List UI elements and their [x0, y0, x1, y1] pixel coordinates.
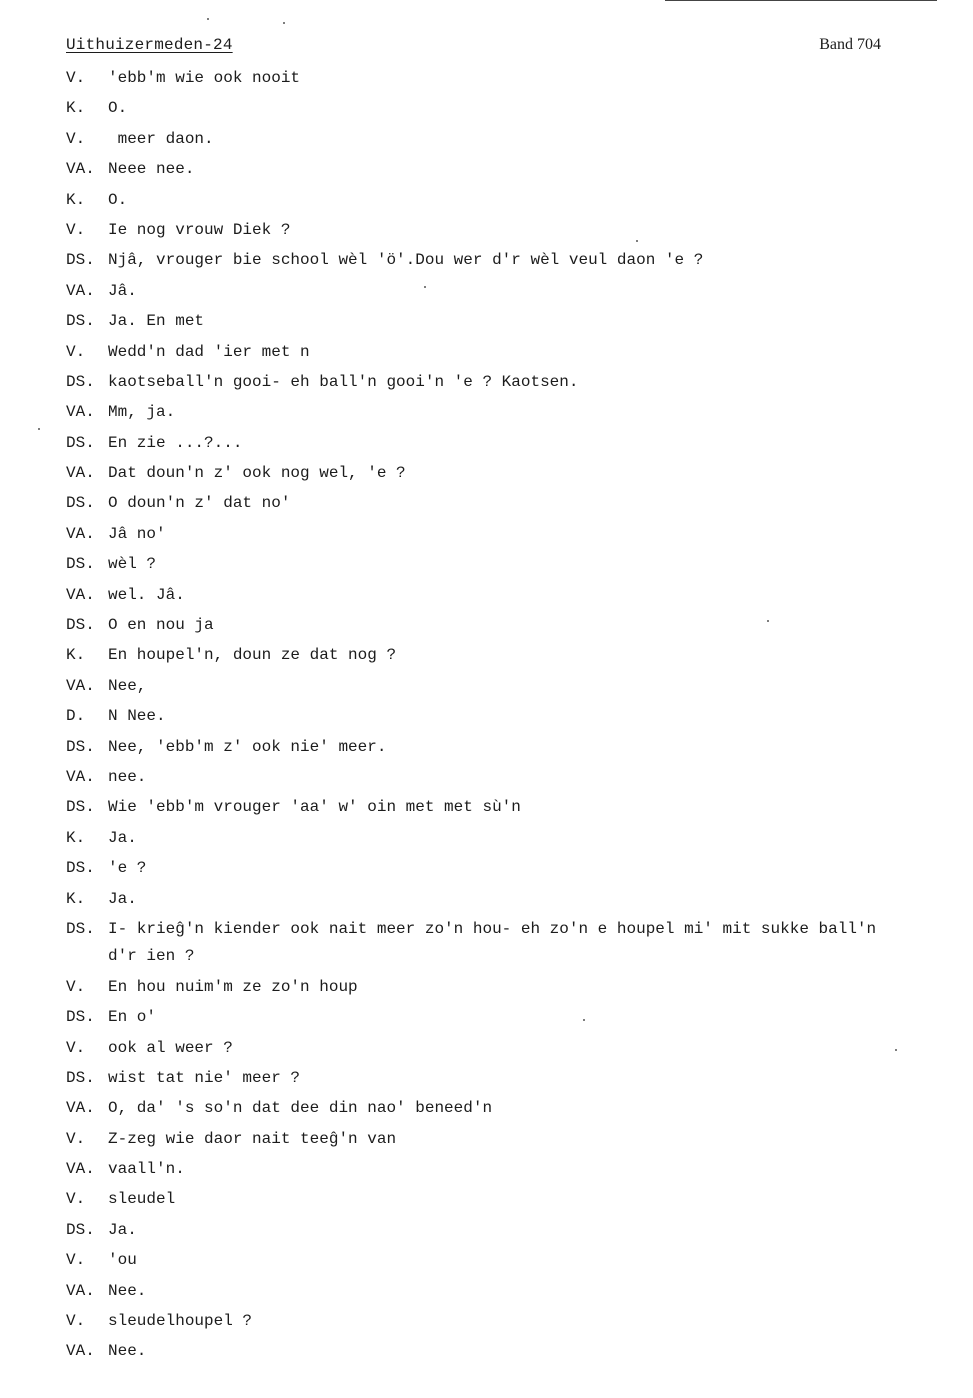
scan-speck: [636, 240, 638, 242]
scan-speck: [283, 22, 285, 24]
speaker-label: V.: [66, 342, 86, 361]
transcript-line: [66, 583, 966, 613]
transcript-line: [66, 856, 966, 886]
scan-speck: [38, 428, 40, 430]
utterance-text: O en nou ja: [108, 616, 214, 635]
utterance-text: Ja.: [108, 889, 137, 908]
utterance-text: wel. Jâ.: [108, 585, 185, 604]
speaker-label: V.: [66, 220, 86, 239]
utterance-text: Nee,: [108, 676, 147, 695]
utterance-text: wèl ?: [108, 555, 157, 574]
speaker-label: V.: [66, 1251, 86, 1270]
speaker-label: DS.: [66, 433, 95, 452]
speaker-label: DS.: [66, 1008, 95, 1027]
speaker-label: DS.: [66, 1220, 95, 1239]
scan-speck: [424, 286, 426, 288]
speaker-label: DS.: [66, 616, 95, 635]
speaker-label: V.: [66, 977, 86, 996]
place-title: Uithuizermeden-24: [66, 36, 233, 54]
transcript-line: [66, 944, 966, 974]
speaker-label: VA.: [66, 1281, 95, 1300]
utterance-text: Nee, 'ebb'm z' ook nie' meer.: [108, 737, 387, 756]
transcript-line: [66, 400, 966, 430]
transcript-line: [66, 157, 966, 187]
speaker-label: K.: [66, 889, 86, 908]
utterance-text: Jâ.: [108, 281, 137, 300]
transcript-line: [66, 552, 966, 582]
utterance-text: Wedd'n dad 'ier met n: [108, 342, 310, 361]
speaker-label: K.: [66, 99, 86, 118]
transcript-line: [66, 491, 966, 521]
transcript-line: [66, 522, 966, 552]
speaker-label: DS.: [66, 798, 95, 817]
utterance-text: Ja.: [108, 828, 137, 847]
utterance-text: Jâ no': [108, 524, 166, 543]
utterance-text: En houpel'n, doun ze dat nog ?: [108, 646, 397, 665]
transcript-line: [66, 1309, 966, 1339]
transcript-line: [66, 795, 966, 825]
speaker-label: VA.: [66, 676, 95, 695]
speaker-label: V.: [66, 129, 86, 148]
utterance-text: Dat doun'n z' ook nog wel, 'e ?: [108, 464, 406, 483]
utterance-text: En hou nuim'm ze zo'n houp: [108, 977, 358, 996]
utterance-text: Neee nee.: [108, 160, 195, 179]
transcript: [66, 66, 966, 1370]
transcript-line: [66, 735, 966, 765]
speaker-label: V.: [66, 1129, 86, 1148]
transcript-line: [66, 1036, 966, 1066]
utterance-text: Wie 'ebb'm vrouger 'aa' w' oin met met sù'n: [108, 798, 521, 817]
transcript-line: [66, 340, 966, 370]
transcript-line: [66, 431, 966, 461]
utterance-text: O, da' 's so'n dat dee din nao' beneed'n: [108, 1099, 493, 1118]
transcript-line: [66, 765, 966, 795]
utterance-text: 'ebb'm wie ook nooit: [108, 69, 301, 87]
speaker-label: DS.: [66, 859, 95, 878]
scan-speck: [207, 18, 209, 20]
transcript-line: [66, 887, 966, 917]
speaker-label: VA.: [66, 767, 95, 786]
transcript-line: [66, 975, 966, 1005]
utterance-text: O.: [108, 99, 128, 118]
transcript-line: [66, 279, 966, 309]
utterance-text: kaotseball'n gooi- eh ball'n gooi'n 'e ? Kaotsen.: [108, 372, 579, 391]
utterance-text: wist tat nie' meer ?: [108, 1068, 301, 1087]
transcript-line: [66, 917, 966, 947]
transcript-line: [66, 1187, 966, 1217]
utterance-text: Ja. En met: [108, 312, 205, 331]
transcript-line: [66, 1339, 966, 1369]
utterance-text: nee.: [108, 767, 147, 786]
speaker-label: DS.: [66, 737, 95, 756]
transcript-line: [66, 1127, 966, 1157]
transcript-line: [66, 461, 966, 491]
transcript-line: [66, 370, 966, 400]
utterance-text: Ja.: [108, 1220, 137, 1239]
transcript-line: [66, 704, 966, 734]
transcript-line: [66, 309, 966, 339]
transcript-line: [66, 1157, 966, 1187]
speaker-label: DS.: [66, 1068, 95, 1087]
speaker-label: VA.: [66, 1342, 95, 1361]
speaker-label: VA.: [66, 464, 95, 483]
transcript-line: [66, 826, 966, 856]
utterance-text: ook al weer ?: [108, 1038, 233, 1057]
transcript-line: [66, 643, 966, 673]
utterance-text: Nee.: [108, 1342, 147, 1361]
transcript-line: [66, 674, 966, 704]
utterance-text: O doun'n z' dat no': [108, 494, 291, 513]
transcript-line: [66, 613, 966, 643]
transcript-line: [66, 66, 966, 96]
utterance-text: Mm, ja.: [108, 403, 176, 422]
page-header: [66, 36, 881, 60]
speaker-label: D.: [66, 707, 86, 726]
speaker-label: DS.: [66, 919, 95, 938]
utterance-text: En o': [108, 1008, 157, 1027]
transcript-line: [66, 127, 966, 157]
utterance-text: Nee.: [108, 1281, 147, 1300]
transcript-line: [66, 1005, 966, 1035]
utterance-text: Z-zeg wie daor nait teeĝ'n van: [108, 1129, 397, 1148]
band-number: Band 704: [819, 36, 881, 53]
utterance-text: sleudel: [108, 1190, 176, 1209]
transcript-line: [66, 218, 966, 248]
scan-speck: [767, 620, 769, 622]
speaker-label: DS.: [66, 312, 95, 331]
speaker-label: VA.: [66, 524, 95, 543]
speaker-label: V.: [66, 1312, 86, 1331]
utterance-text: N Nee.: [108, 707, 166, 726]
speaker-label: K.: [66, 190, 86, 209]
transcript-line: [66, 188, 966, 218]
transcript-line: [66, 1279, 966, 1309]
transcript-line: [66, 96, 966, 126]
speaker-label: VA.: [66, 403, 95, 422]
utterance-text: Ie nog vrouw Diek ?: [108, 220, 291, 239]
utterance-text: 'e ?: [108, 859, 147, 878]
utterance-text: 'ou: [108, 1251, 137, 1270]
speaker-label: VA.: [66, 281, 95, 300]
transcript-line: [66, 1218, 966, 1248]
speaker-label: V.: [66, 69, 86, 87]
top-rule: [665, 0, 937, 1]
speaker-label: K.: [66, 828, 86, 847]
transcript-line: [66, 1248, 966, 1278]
speaker-label: DS.: [66, 555, 95, 574]
transcript-line: [66, 248, 966, 278]
scan-speck: [583, 1019, 585, 1021]
utterance-text: O.: [108, 190, 128, 209]
utterance-text: meer daon.: [108, 129, 214, 148]
utterance-text: d'r ien ?: [108, 947, 195, 966]
transcript-line: [66, 1066, 966, 1096]
speaker-label: DS.: [66, 494, 95, 513]
utterance-text: Njâ, vrouger bie school wèl 'ö'.Dou wer d'r wèl veul daon 'e ?: [108, 251, 704, 270]
transcript-line: [66, 1096, 966, 1126]
speaker-label: V.: [66, 1190, 86, 1209]
speaker-label: DS.: [66, 251, 95, 270]
speaker-label: VA.: [66, 585, 95, 604]
speaker-label: V.: [66, 1038, 86, 1057]
utterance-text: sleudelhoupel ?: [108, 1312, 253, 1331]
speaker-label: K.: [66, 646, 86, 665]
speaker-label: VA.: [66, 1160, 95, 1179]
utterance-text: vaall'n.: [108, 1160, 185, 1179]
speaker-label: VA.: [66, 160, 95, 179]
speaker-label: DS.: [66, 372, 95, 391]
utterance-text: I- krieĝ'n kiender ook nait meer zo'n hou- eh zo'n e houpel mi' mit sukke ball'n: [108, 919, 877, 938]
speaker-label: VA.: [66, 1099, 95, 1118]
utterance-text: En zie ...?...: [108, 433, 243, 452]
scan-speck: [895, 1049, 897, 1051]
